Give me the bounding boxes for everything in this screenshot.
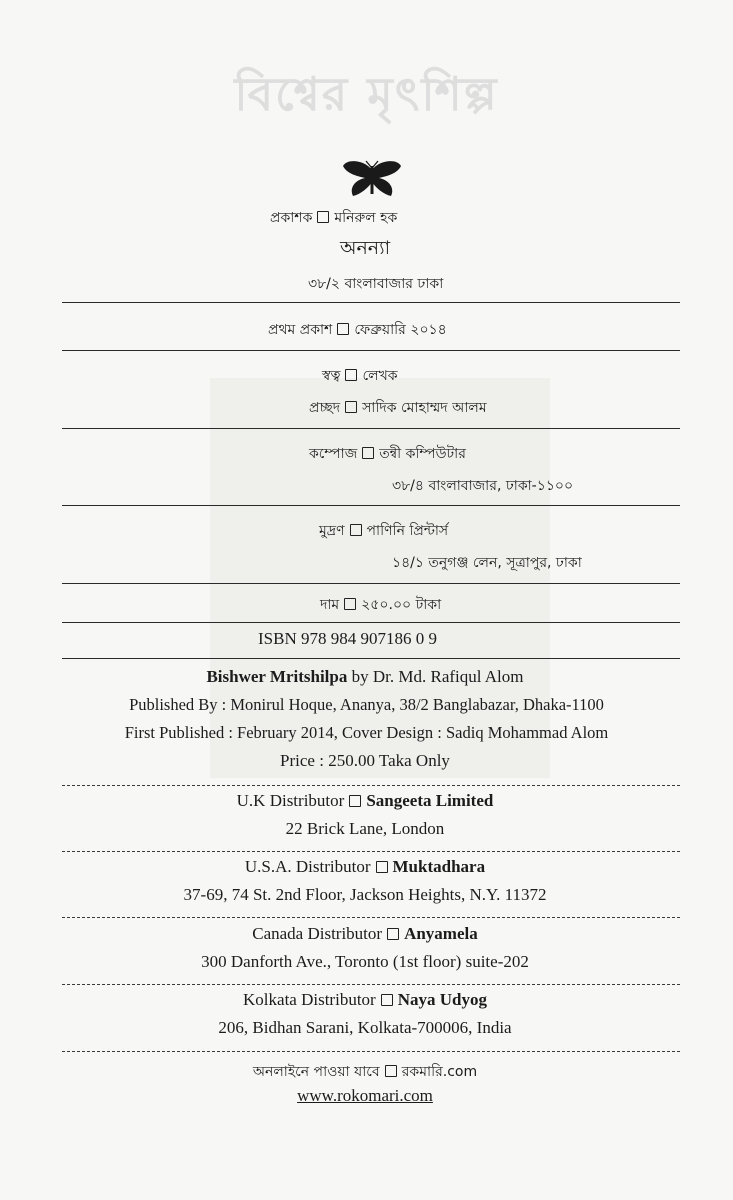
compose-line — [309, 442, 466, 466]
bullet-box-icon — [317, 211, 329, 223]
first-edition-line — [268, 318, 447, 342]
distributor-usa — [40, 857, 690, 877]
publisher-label: প্রকাশক — [270, 210, 313, 226]
divider — [62, 851, 680, 852]
bullet-box-icon — [376, 861, 388, 873]
online-site: রকমারি.com — [401, 1064, 478, 1080]
bullet-box-icon — [344, 598, 356, 610]
compose-value: তন্বী কম্পিউটার — [379, 446, 466, 462]
divider — [62, 505, 680, 506]
distributor-address: 206, Bidhan Sarani, Kolkata-700006, India — [218, 1018, 512, 1037]
cover-label: প্রচ্ছদ — [309, 400, 341, 416]
publisher-line — [270, 206, 397, 230]
divider — [62, 658, 680, 659]
print-value: পাণিনি প্রিন্টার্স — [366, 523, 449, 539]
isbn: ISBN 978 984 907186 0 9 — [258, 629, 437, 648]
divider — [62, 622, 680, 623]
distributor-label: U.K Distributor — [236, 791, 345, 810]
price-en: Price : 250.00 Taka Only — [280, 751, 450, 770]
first-edition-value: ফেব্রুয়ারি ২০১৪ — [354, 322, 447, 338]
publisher-name: মনিরুল হক — [334, 210, 398, 226]
bullet-box-icon — [387, 928, 399, 940]
publisher-house: অনন্যা — [340, 237, 391, 259]
distributor-name: Naya Udyog — [397, 990, 487, 1009]
compose-address: ৩৮/৪ বাংলাবাজার, ঢাকা-১১০০ — [392, 478, 574, 494]
print-label: মুদ্রণ — [319, 523, 345, 539]
price-bn-value: ২৫০.০০ টাকা — [361, 597, 442, 613]
distributor-canada — [40, 924, 690, 944]
copyright-label: স্বত্ব — [322, 368, 341, 384]
copyright-line — [322, 364, 398, 388]
divider — [62, 583, 680, 584]
distributor-address: 300 Danforth Ave., Toronto (1st floor) suite-202 — [201, 952, 529, 971]
publisher-address: ৩৮/২ বাংলাবাজার ঢাকা — [308, 276, 444, 292]
divider — [62, 302, 680, 303]
distributor-name: Sangeeta Limited — [366, 791, 494, 810]
bullet-box-icon — [385, 1065, 397, 1077]
ghost-image — [210, 378, 550, 778]
book-title: Bishwer Mritshilpa — [206, 667, 348, 686]
distributor-kolkata — [40, 990, 690, 1010]
website-link[interactable]: www.rokomari.com — [297, 1086, 433, 1105]
distributor-label: Canada Distributor — [252, 924, 383, 943]
bullet-box-icon — [345, 401, 357, 413]
print-line — [319, 519, 448, 543]
online-label: অনলাইনে পাওয়া যাবে — [252, 1064, 380, 1080]
distributor-name: Muktadhara — [392, 857, 486, 876]
bullet-box-icon — [337, 323, 349, 335]
divider — [62, 350, 680, 351]
distributor-address: 22 Brick Lane, London — [285, 819, 445, 838]
distributor-label: U.S.A. Distributor — [244, 857, 371, 876]
distributor-label: Kolkata Distributor — [243, 990, 376, 1009]
divider — [62, 428, 680, 429]
english-title-line — [40, 667, 690, 687]
bullet-box-icon — [350, 524, 362, 536]
online-line — [40, 1060, 690, 1084]
divider — [62, 1051, 680, 1052]
price-bn-line — [320, 593, 441, 617]
bullet-box-icon — [345, 369, 357, 381]
published-by: Published By : Monirul Hoque, Ananya, 38/2 Banglabazar, Dhaka-1100 — [129, 695, 604, 714]
first-published: First Published : February 2014, Cover Design : Sadiq Mohammad Alom — [124, 723, 609, 742]
bullet-box-icon — [381, 994, 393, 1006]
distributor-address: 37-69, 74 St. 2nd Floor, Jackson Heights, N.Y. 11372 — [183, 885, 547, 904]
print-address: ১৪/১ তনুগঞ্জ লেন, সূত্রাপুর, ঢাকা — [392, 555, 582, 571]
distributor-uk — [40, 791, 690, 811]
distributor-name: Anyamela — [404, 924, 478, 943]
cover-line — [309, 396, 487, 420]
butterfly-logo-icon — [341, 160, 403, 202]
first-edition-label: প্রথম প্রকাশ — [268, 322, 333, 338]
cover-value: সাদিক মোহাম্মদ আলম — [362, 400, 487, 416]
bullet-box-icon — [362, 447, 374, 459]
copyright-value: লেখক — [362, 368, 398, 384]
price-bn-label: দাম — [320, 597, 340, 613]
ghost-title: বিশ্বের মৃৎশিল্প — [234, 67, 499, 121]
divider — [62, 984, 680, 985]
divider — [62, 785, 680, 786]
divider — [62, 917, 680, 918]
book-author: by Dr. Md. Rafiqul Alom — [347, 667, 524, 686]
compose-label: কম্পোজ — [309, 446, 358, 462]
bullet-box-icon — [349, 795, 361, 807]
